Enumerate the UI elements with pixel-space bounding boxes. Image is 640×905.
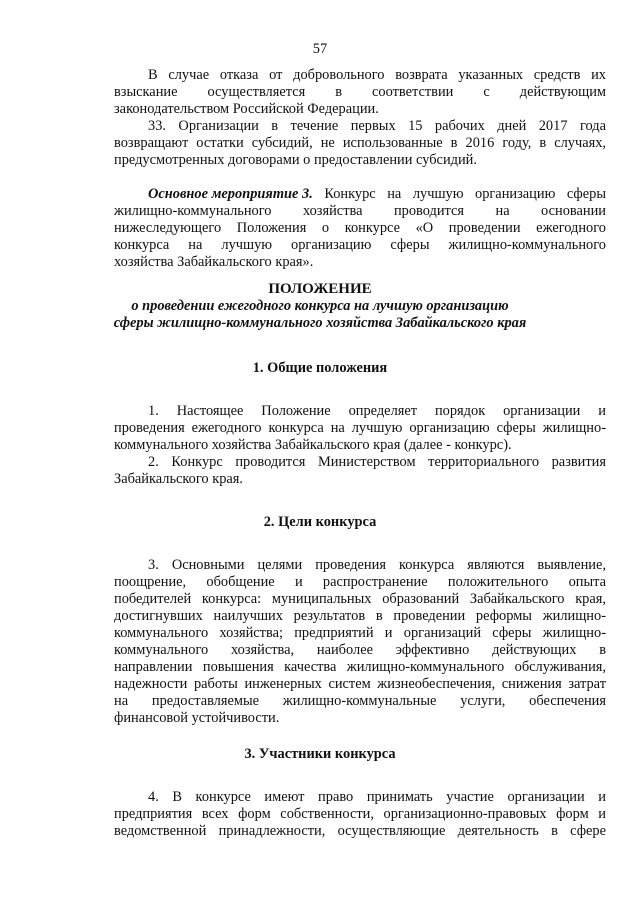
- paragraph-line: В случае отказа от добровольного возврата указанных средств их: [148, 67, 606, 83]
- paragraph-line: конкурса на лучшую организацию сферы жилищно-коммунального: [114, 237, 606, 253]
- paragraph-line: коммунального хозяйства; предприятий и организаций сферы жилищно-: [114, 625, 606, 641]
- paragraph-line: победителей конкурса: муниципальных образований Забайкальского края,: [114, 591, 606, 607]
- paragraph-line: достигнувших наилучших результатов в проведении реформы жилищно-: [114, 608, 606, 624]
- document-subtitle-line: о проведении ежегодного конкурса на лучшую организацию: [131, 298, 509, 314]
- paragraph-line: коммунального хозяйства Забайкальского края (далее - конкурс).: [114, 437, 512, 453]
- page-number: 57: [312, 41, 328, 57]
- paragraph-line: предприятия всех форм собственности, организационно-правовых форм и: [114, 806, 606, 822]
- paragraph-line: хозяйства Забайкальского края».: [114, 254, 314, 270]
- paragraph-line: законодательством Российской Федерации.: [114, 101, 379, 117]
- paragraph-line: 4. В конкурсе имеют право принимать участие организации и: [148, 789, 606, 805]
- document-title: ПОЛОЖЕНИЕ: [268, 281, 372, 297]
- paragraph-line: [148, 186, 606, 203]
- paragraph-line: коммунального хозяйства, наиболее эффективно действующих в: [114, 642, 606, 658]
- section-heading: 2. Цели конкурса: [263, 514, 377, 530]
- paragraph-line: направлении повышения качества жилищно-коммунального обслуживания,: [114, 659, 606, 675]
- section-heading: 1. Общие положения: [252, 360, 388, 376]
- paragraph-text: Конкурс на лучшую организацию сферы: [312, 186, 606, 202]
- paragraph-line: 2. Конкурс проводится Министерством территориального развития: [148, 454, 606, 470]
- paragraph-line: 3. Основными целями проведения конкурса являются выявление,: [148, 557, 606, 573]
- paragraph-line: надежности работы инженерных систем жизнеобеспечения, снижения затрат: [114, 676, 606, 692]
- paragraph-line: на предоставляемые жилищно-коммунальные услуги, обеспечения: [114, 693, 606, 709]
- document-subtitle-line: сферы жилищно-коммунального хозяйства Забайкальского края: [113, 315, 527, 331]
- paragraph-line: проведения ежегодного конкурса на лучшую организацию сферы жилищно-: [114, 420, 606, 436]
- paragraph-line: жилищно-коммунального хозяйства проводится на основании: [114, 203, 606, 219]
- paragraph-line: 33. Организации в течение первых 15 рабочих дней 2017 года: [148, 118, 606, 134]
- paragraph-line: нижеследующего Положения о конкурсе «О проведении ежегодного: [114, 220, 606, 236]
- paragraph-line: поощрение, обобщение и распространение положительного опыта: [114, 574, 606, 590]
- paragraph-line: взыскание осуществляется в соответствии с действующим: [114, 84, 606, 100]
- paragraph-line: финансовой устойчивости.: [114, 710, 280, 726]
- paragraph-line: 1. Настоящее Положение определяет порядок организации и: [148, 403, 606, 419]
- paragraph-line: предусмотренных договорами о предоставлении субсидий.: [114, 152, 477, 168]
- section-heading: 3. Участники конкурса: [244, 746, 396, 762]
- activity-label: Основное мероприятие 3.: [148, 186, 313, 202]
- paragraph-line: возвращают остатки субсидий, не использованные в 2016 году, в случаях,: [114, 135, 606, 151]
- paragraph-line: ведомственной принадлежности, осуществляющие деятельность в сфере: [114, 823, 606, 839]
- paragraph-line: Забайкальского края.: [114, 471, 244, 487]
